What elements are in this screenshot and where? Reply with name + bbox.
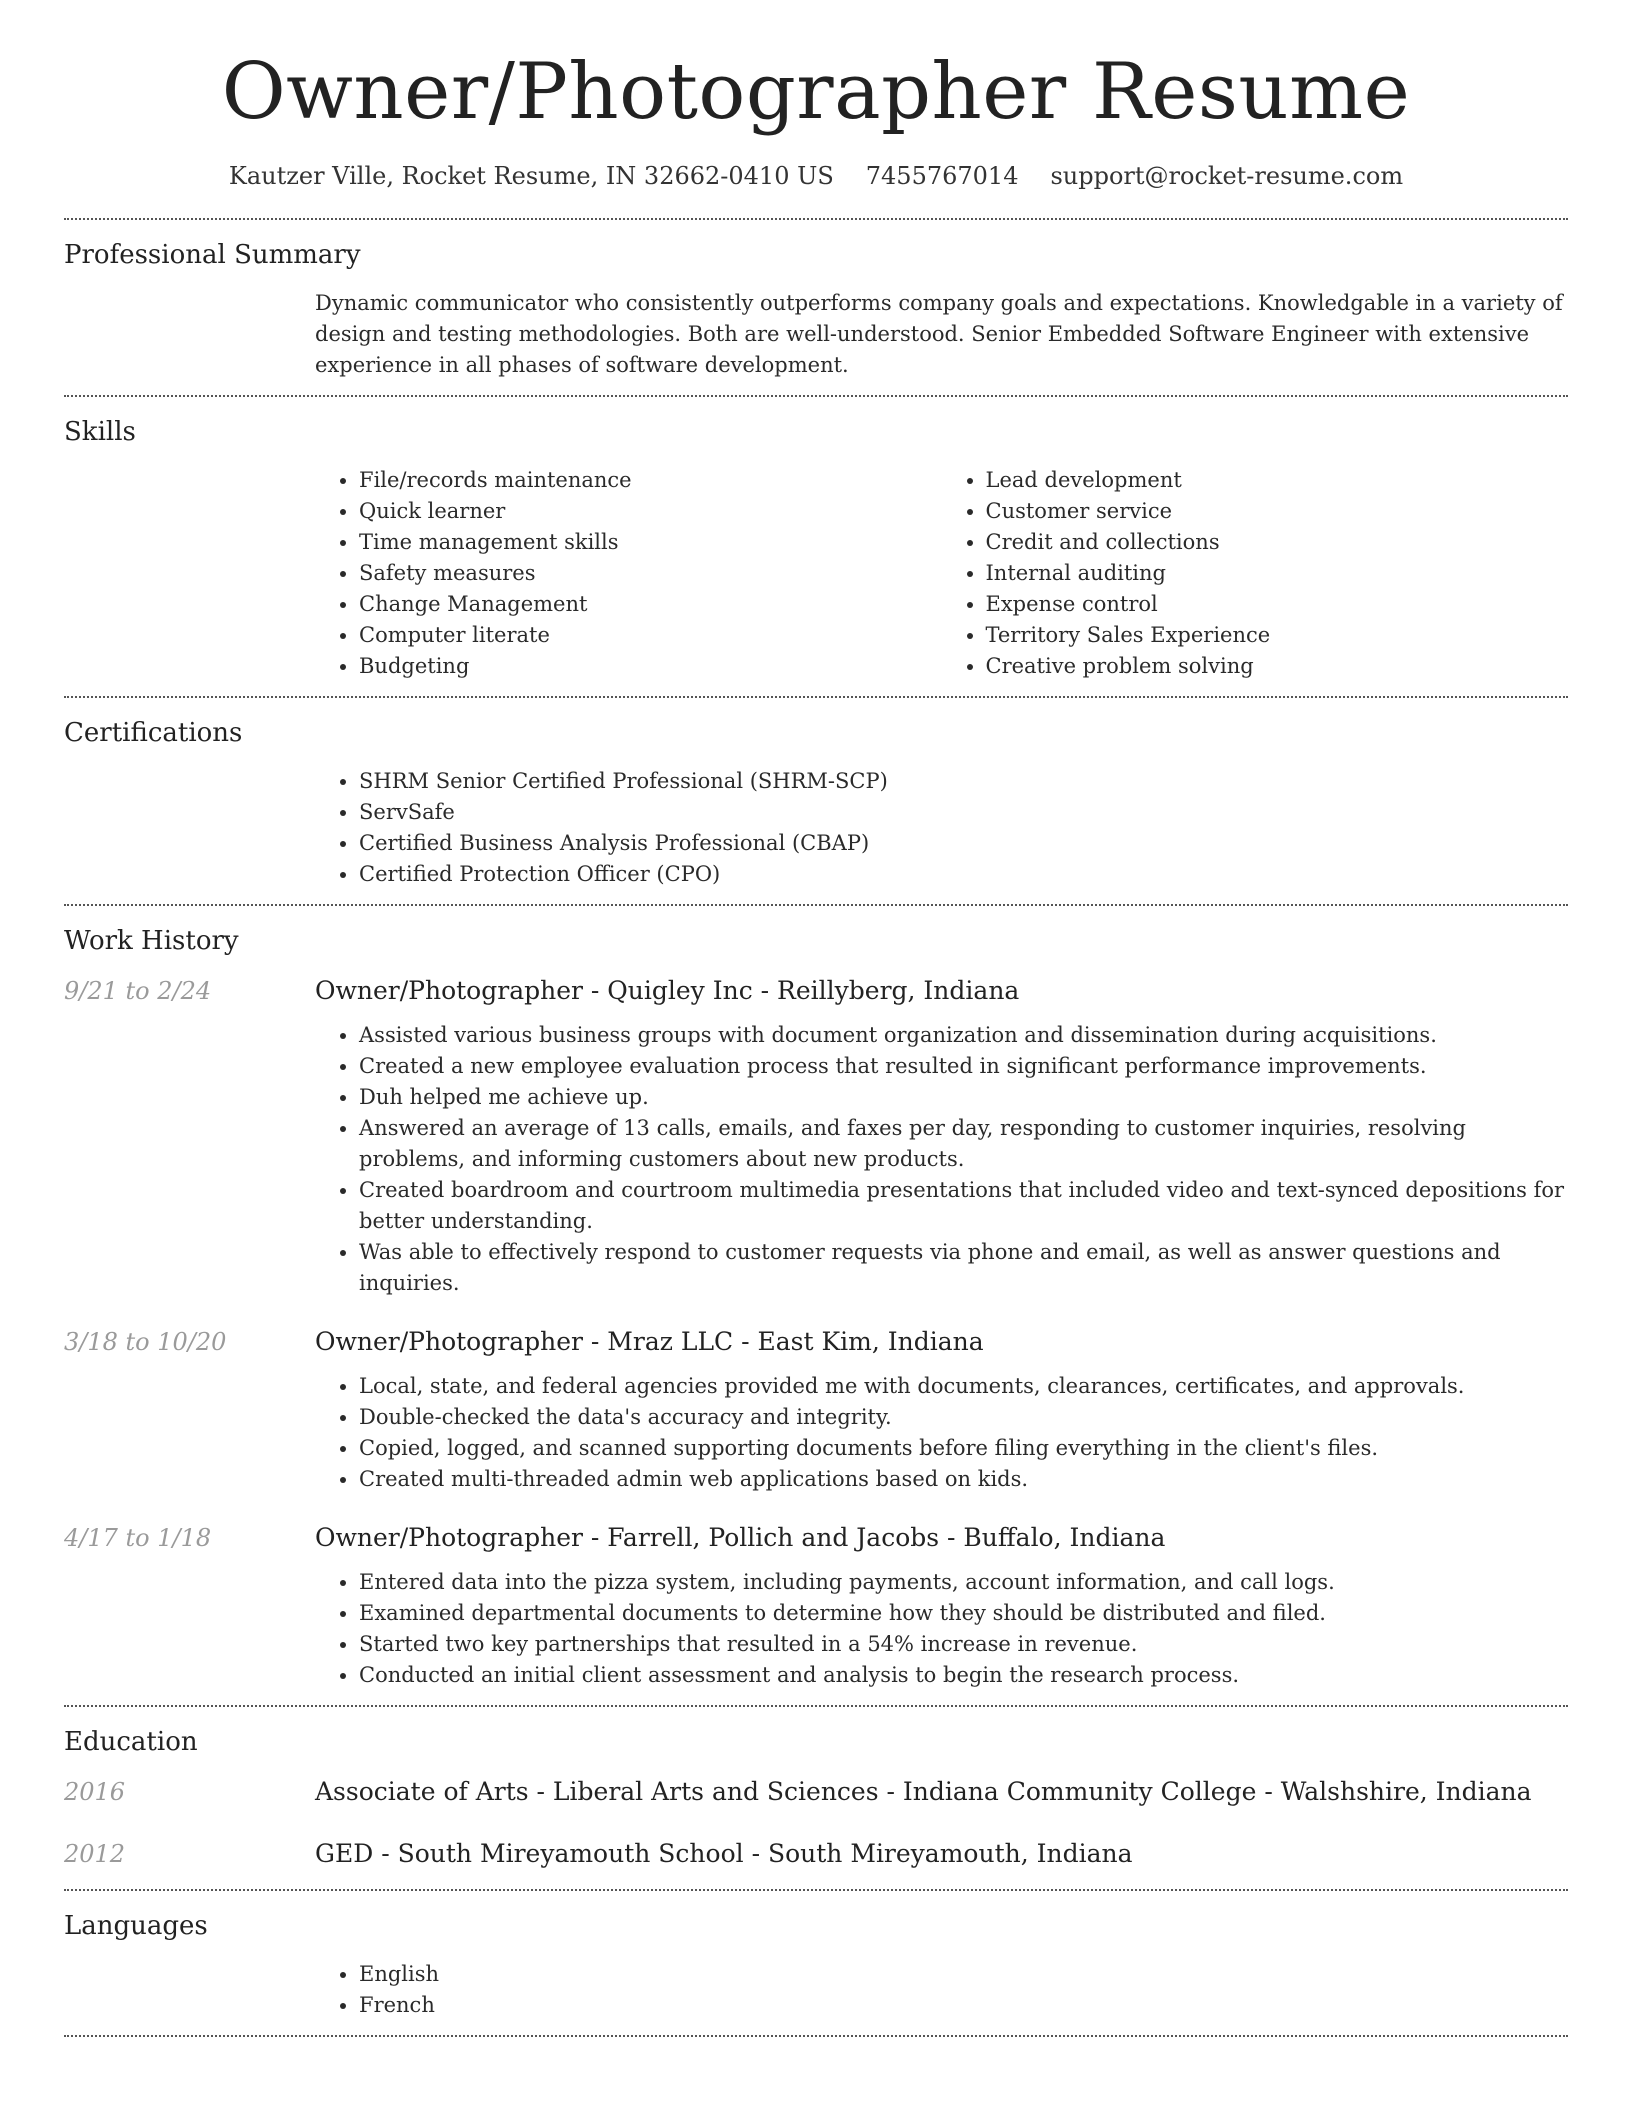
job-bullet: • Assisted various business groups with document organization and dissemination during acquisitions. (359, 1020, 1568, 1051)
certification-item: • SHRM Senior Certified Professional (SHRM-SCP) (359, 766, 1568, 797)
job-dates: 3/18 to 10/20 (64, 1327, 227, 1356)
job-bullet: • Entered data into the pizza system, including payments, account information, and call logs. (359, 1567, 1568, 1598)
skills-section (64, 397, 1568, 696)
section-title-education: Education (64, 1726, 198, 1757)
certifications-section (64, 698, 1568, 904)
skills-list-left (315, 465, 942, 682)
education-year: 2016 (64, 1777, 126, 1806)
language-item: • French (359, 1990, 1568, 2021)
job-dates: 4/17 to 1/18 (64, 1523, 212, 1552)
section-title-certifications: Certifications (64, 717, 243, 748)
skill-item: • Lead development (986, 465, 1569, 496)
work-history-section (64, 906, 1568, 1705)
education-heading: GED - South Mireyamouth School - South Mireyamouth, Indiana (315, 1838, 1133, 1868)
skill-item: • Budgeting (359, 651, 942, 682)
section-title-work-history: Work History (64, 925, 239, 956)
skill-item: • File/records maintenance (359, 465, 942, 496)
resume-header (64, 0, 1568, 190)
phone: 7455767014 (865, 161, 1019, 190)
job-bullet: • Copied, logged, and scanned supporting documents before filing everything in the client's files. (359, 1433, 1568, 1464)
job-bullet: • Conducted an initial client assessment and analysis to begin the research process. (359, 1660, 1568, 1691)
job-bullet: • Started two key partnerships that resulted in a 54% increase in revenue. (359, 1629, 1568, 1660)
section-title-skills: Skills (64, 416, 136, 447)
job-bullet: • Was able to effectively respond to customer requests via phone and email, as well as answer questions and inquiries. (359, 1237, 1568, 1299)
job-bullet: • Created multi-threaded admin web applications based on kids. (359, 1464, 1568, 1495)
address: Kautzer Ville, Rocket Resume, IN 32662-0410 US (228, 161, 834, 190)
skill-item: • Expense control (986, 589, 1569, 620)
skill-item: • Change Management (359, 589, 942, 620)
job-heading: Owner/Photographer - Mraz LLC - East Kim, Indiana (315, 1326, 984, 1356)
contact-line (64, 162, 1568, 190)
job-heading: Owner/Photographer - Farrell, Pollich and Jacobs - Buffalo, Indiana (315, 1522, 1166, 1552)
job-bullet: • Created boardroom and courtroom multimedia presentations that included video and text-synced depositions for better understanding. (359, 1175, 1568, 1237)
skill-item: • Computer literate (359, 620, 942, 651)
certification-item: • ServSafe (359, 797, 1568, 828)
skill-item: • Internal auditing (986, 558, 1569, 589)
education-year: 2012 (64, 1839, 126, 1868)
certification-item: • Certified Business Analysis Professional (CBAP) (359, 828, 1568, 859)
education-heading: Associate of Arts - Liberal Arts and Sciences - Indiana Community College - Walshshire, Indiana (315, 1776, 1532, 1806)
summary-text: Dynamic communicator who consistently outperforms company goals and expectations. Knowledgable in a variety of design and testing methodologies. Both are well-understood. Senior Embedded Software Engineer with extensive experience in all phases of software development. (315, 290, 1563, 377)
skill-item: • Customer service (986, 496, 1569, 527)
skill-item: • Creative problem solving (986, 651, 1569, 682)
resume-title: Owner/Photographer Resume (221, 47, 1411, 137)
job-bullet: • Created a new employee evaluation process that resulted in significant performance improvements. (359, 1051, 1568, 1082)
job-bullet: • Duh helped me achieve up. (359, 1082, 1568, 1113)
skill-item: • Credit and collections (986, 527, 1569, 558)
job-bullets (315, 1371, 1568, 1495)
section-title-summary: Professional Summary (64, 239, 361, 270)
education-entry (64, 1775, 1568, 1809)
languages-section (64, 1891, 1568, 2035)
languages-list (315, 1959, 1568, 2021)
divider (64, 2035, 1568, 2037)
skills-list-right (942, 465, 1569, 682)
email: support@rocket-resume.com (1050, 161, 1404, 190)
job-bullet: • Double-checked the data's accuracy and integrity. (359, 1402, 1568, 1433)
skill-item: • Quick learner (359, 496, 942, 527)
summary-section (64, 220, 1568, 395)
certification-item: • Certified Protection Officer (CPO) (359, 859, 1568, 890)
language-item: • English (359, 1959, 1568, 1990)
skill-item: • Safety measures (359, 558, 942, 589)
job-bullets (315, 1567, 1568, 1691)
education-entry (64, 1837, 1568, 1871)
skill-item: • Territory Sales Experience (986, 620, 1569, 651)
job-bullet: • Examined departmental documents to determine how they should be distributed and filed. (359, 1598, 1568, 1629)
skill-item: • Time management skills (359, 527, 942, 558)
certifications-list (315, 766, 1568, 890)
section-title-languages: Languages (64, 1910, 208, 1941)
education-section (64, 1707, 1568, 1889)
job-bullet: • Answered an average of 13 calls, emails, and faxes per day, responding to customer inquiries, resolving problems, and informing customers about new products. (359, 1113, 1568, 1175)
job-entry (64, 1521, 1568, 1691)
job-bullet: • Local, state, and federal agencies provided me with documents, clearances, certificates, and approvals. (359, 1371, 1568, 1402)
job-entry (64, 974, 1568, 1299)
job-dates: 9/21 to 2/24 (64, 976, 212, 1005)
job-heading: Owner/Photographer - Quigley Inc - Reillyberg, Indiana (315, 975, 1020, 1005)
job-bullets (315, 1020, 1568, 1299)
job-entry (64, 1325, 1568, 1495)
